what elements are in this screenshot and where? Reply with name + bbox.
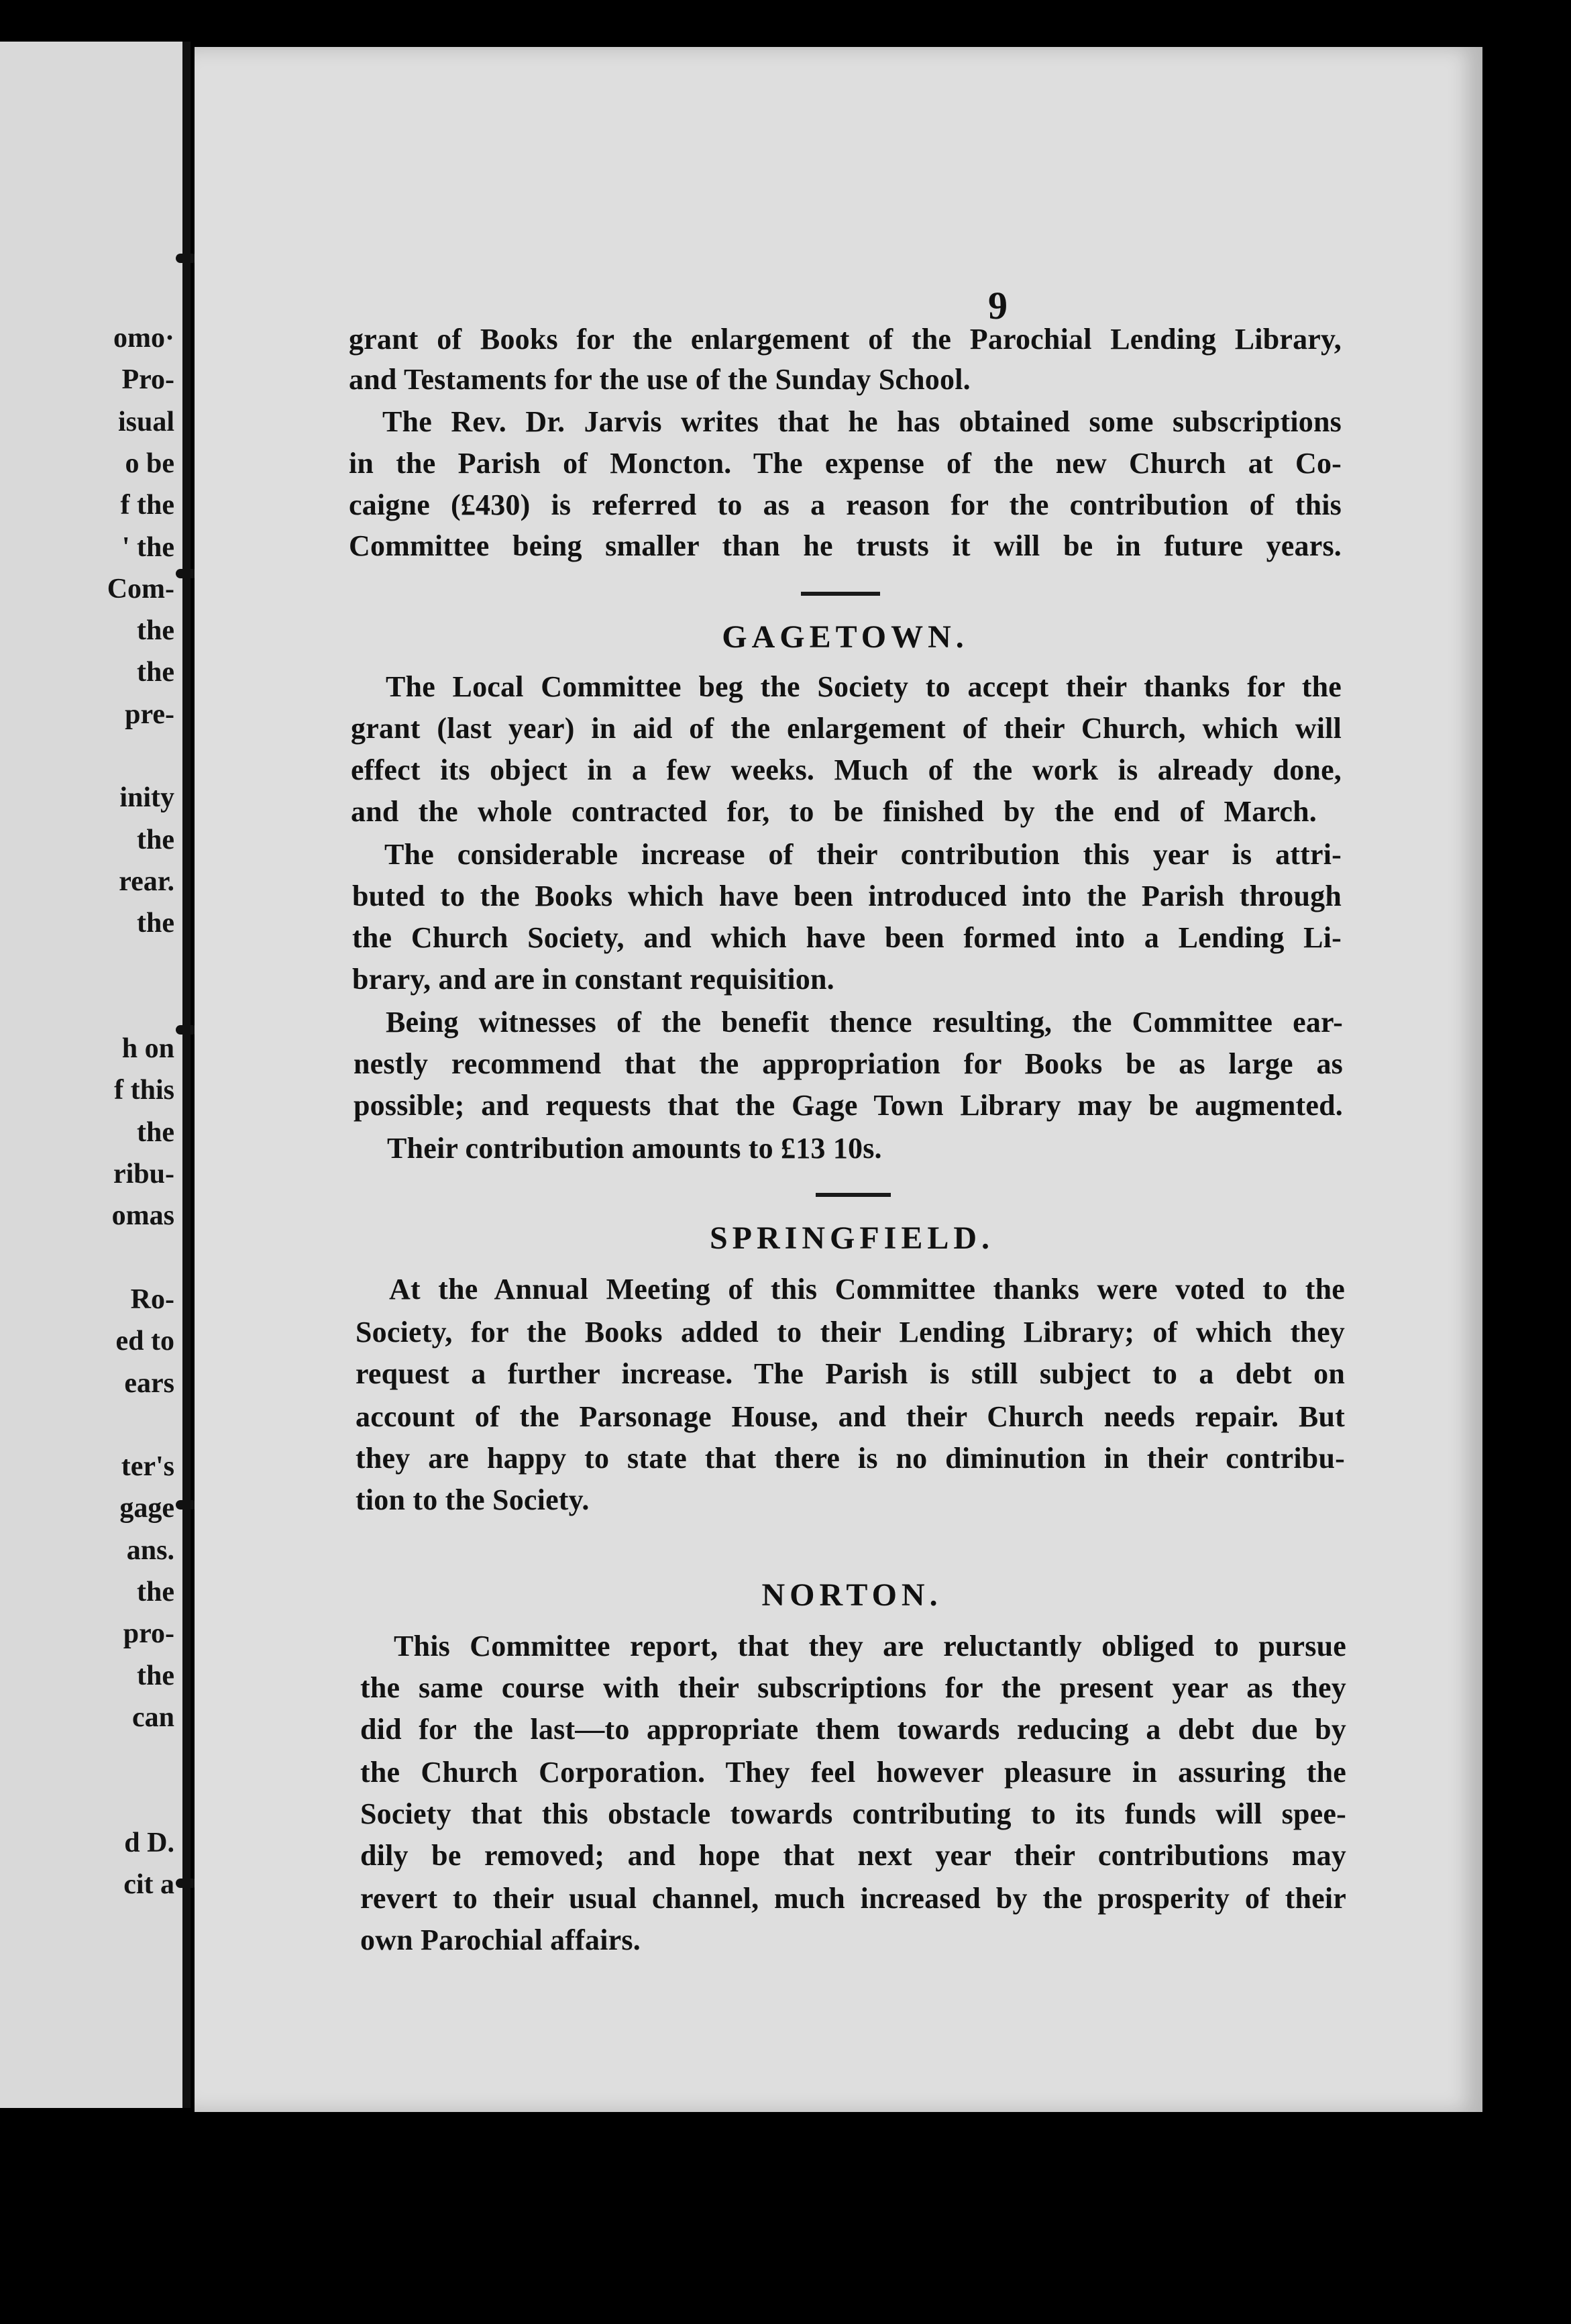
previous-page-line: the xyxy=(137,824,174,855)
section-heading-gagetown: GAGETOWN. xyxy=(722,619,969,655)
previous-page-line: omo· xyxy=(113,323,174,354)
previous-page-line: f this xyxy=(114,1075,174,1106)
text-line: grant (last year) in aid of the enlargement of their Church, which will xyxy=(351,712,1342,745)
previous-page-line: isual xyxy=(117,406,174,437)
previous-page-line: ter's xyxy=(121,1451,174,1483)
text-line: the Church Corporation. They feel however pleasure in assuring the xyxy=(360,1756,1346,1789)
previous-page-line: Ro- xyxy=(130,1283,174,1315)
previous-page-line: d D. xyxy=(124,1827,174,1858)
previous-page-line: the xyxy=(137,615,174,647)
previous-page-line: the xyxy=(137,908,174,939)
text-line: effect its object in a few weeks. Much of the work is already done, xyxy=(351,753,1342,786)
text-line: brary, and are in constant requisition. xyxy=(352,963,834,996)
text-line: account of the Parsonage House, and their Church needs repair. But xyxy=(356,1400,1345,1433)
previous-page-line: pre- xyxy=(125,698,174,730)
text-line: own Parochial affairs. xyxy=(360,1923,641,1956)
previous-page-line: rear. xyxy=(119,865,174,897)
previous-page-line: ' the xyxy=(121,531,174,563)
text-line: caigne (£430) is referred to as a reason for the contribution of this xyxy=(349,488,1342,521)
previous-page-line: the xyxy=(137,1116,174,1148)
text-line: Their contribution amounts to £13 10s. xyxy=(387,1132,882,1165)
previous-page-line: the xyxy=(137,1660,174,1691)
previous-page-line: Pro- xyxy=(121,364,174,396)
text-line: in the Parish of Moncton. The expense of the new Church at Co- xyxy=(349,447,1342,480)
text-line: The Local Committee beg the Society to accept their thanks for the xyxy=(386,670,1342,703)
text-line: they are happy to state that there is no diminution in their contribu- xyxy=(356,1442,1345,1475)
text-line: tion to the Society. xyxy=(356,1483,590,1516)
binding-edge xyxy=(182,42,191,2108)
text-line: nestly recommend that the appropriation for Books be as large as xyxy=(354,1047,1343,1080)
section-rule xyxy=(816,1193,891,1197)
text-line: Society, for the Books added to their Lending Library; of which they xyxy=(356,1316,1345,1349)
book-page xyxy=(195,47,1482,2112)
text-line: Committee being smaller than he trusts it will be in future years. xyxy=(349,529,1342,562)
text-line: revert to their usual channel, much increased by the prosperity of their xyxy=(360,1882,1346,1915)
text-line: the Church Society, and which have been formed into a Lending Li- xyxy=(352,921,1342,954)
section-heading-springfield: SPRINGFIELD. xyxy=(709,1220,995,1256)
section-rule xyxy=(801,592,880,596)
text-line: grant of Books for the enlargement of the Parochial Lending Library, xyxy=(349,323,1342,356)
previous-page-line: inity xyxy=(119,782,174,814)
previous-page-line: o be xyxy=(125,447,174,479)
previous-page-line: ribu- xyxy=(113,1159,174,1190)
previous-page-line: gage xyxy=(119,1493,174,1524)
text-line: dily be removed; and hope that next year their contributions may xyxy=(360,1839,1346,1872)
text-line: At the Annual Meeting of this Committee thanks were voted to the xyxy=(389,1273,1345,1306)
text-line: possible; and requests that the Gage Town Library may be augmented. xyxy=(354,1089,1343,1122)
text-line: and Testaments for the use of the Sunday School. xyxy=(349,363,971,396)
text-line: Being witnesses of the benefit thence resulting, the Committee ear- xyxy=(386,1006,1343,1039)
previous-page-line: ed to xyxy=(115,1326,174,1357)
page-number: 9 xyxy=(988,284,1008,327)
text-line: The considerable increase of their contribution this year is attri- xyxy=(384,838,1342,871)
text-line: the same course with their subscriptions for the present year as they xyxy=(360,1671,1346,1704)
text-line: request a further increase. The Parish is still subject to a debt on xyxy=(356,1357,1345,1390)
text-line: This Committee report, that they are reluctantly obliged to pursue xyxy=(394,1630,1346,1662)
previous-page-line: Com- xyxy=(107,573,174,604)
previous-page-line: pro- xyxy=(123,1618,174,1650)
previous-page-line: omas xyxy=(111,1200,174,1232)
text-line: Society that this obstacle towards contributing to its funds will spee- xyxy=(360,1797,1346,1830)
text-line: buted to the Books which have been introduced into the Parish through xyxy=(352,880,1342,912)
previous-page-fragment xyxy=(0,42,189,2108)
previous-page-line: the xyxy=(137,1577,174,1607)
previous-page-line: f the xyxy=(120,490,174,521)
text-line: The Rev. Dr. Jarvis writes that he has obtained some subscriptions xyxy=(382,405,1342,438)
previous-page-line: h on xyxy=(121,1033,174,1065)
previous-page-line: can xyxy=(132,1701,174,1733)
section-heading-norton: NORTON. xyxy=(761,1577,942,1613)
previous-page-line: ans. xyxy=(126,1534,174,1566)
previous-page-line: cit a xyxy=(123,1869,174,1901)
text-line: and the whole contracted for, to be finished by the end of March. xyxy=(351,795,1317,828)
previous-page-line: the xyxy=(137,657,174,688)
text-line: did for the last—to appropriate them towards reducing a debt due by xyxy=(360,1713,1346,1746)
previous-page-line: ears xyxy=(124,1367,174,1399)
